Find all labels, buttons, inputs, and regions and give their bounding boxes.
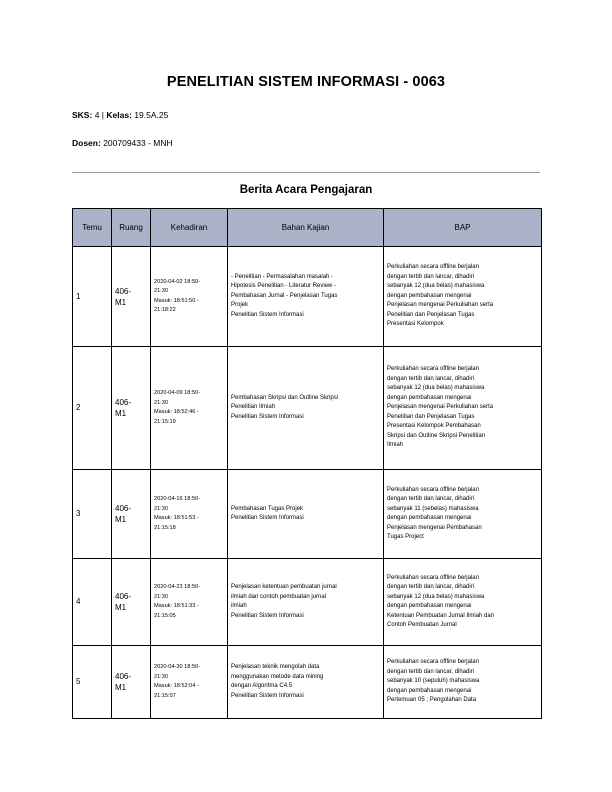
cell-bap-line: dengan tertib dan lancar, dihadiri: [387, 375, 475, 382]
cell-bahan-kajian-line: dengan Algoritma C4.5: [231, 683, 293, 689]
cell-temu: 4: [73, 559, 112, 646]
cell-bap-line: Tugas Project: [387, 534, 424, 540]
cell-ruang-line: 406-: [115, 672, 132, 681]
document-title: PENELITIAN SISTEM INFORMASI - 0063: [166, 74, 446, 90]
cell-kehadiran-line: 2020-04-16 18:50-: [154, 496, 201, 502]
cell-bahan-kajian-line: Penjelasan ketentuan pembuatan jurnal: [231, 584, 337, 590]
cell-bap-line: sebanyak 10 (sepuluh) mahasiswa: [387, 678, 480, 685]
cell-bap-line: Ketentuan Pembuatan Jurnal Ilmiah dan: [387, 612, 495, 619]
cell-bahan-kajian-line: Hipotesis Penelitian - Literatur Review -: [231, 283, 337, 290]
cell-bap-line: Perkuliahan secara offline berjalan: [387, 574, 479, 581]
cell-bahan-kajian-line: Penjelasan teknik mengolah data: [231, 664, 320, 670]
cell-bahan-kajian-line: menggunakan metode data mining: [231, 673, 324, 680]
cell-kehadiran: [151, 559, 228, 646]
cell-bap-line: Penjelasan mengenai Perkuliahan serta: [387, 404, 494, 411]
cell-kehadiran-line: Masuk: 18:51:53 -: [154, 515, 199, 521]
sks-value: 4: [94, 110, 100, 120]
cell-bahan-kajian-line: Pembahasan Tugas Projek: [231, 505, 304, 512]
course-info: [72, 110, 168, 120]
cell-ruang-line: 406-: [115, 398, 132, 407]
cell-bap: [384, 347, 542, 470]
cell-bap-line: sebanyak 12 (dua belas) mahasiswa: [387, 593, 485, 600]
cell-bahan-kajian-line: ilmiah dan contoh pembuatan jurnal: [231, 593, 327, 600]
cell-bap-line: Penjelasan mengenai Pembahasan: [387, 524, 482, 531]
cell-bahan-kajian: [228, 247, 384, 347]
cell-ruang-line: 406-: [115, 592, 132, 601]
cell-bap-line: Pertemuan 05 ; Pengolahan Data: [387, 697, 477, 704]
cell-kehadiran-line: 21:15:18: [154, 524, 176, 531]
cell-kehadiran-line: 2020-04-02 18:50-: [154, 278, 201, 285]
cell-kehadiran: [151, 646, 228, 719]
cell-bahan-kajian-line: Penelitian Sistem Informasi: [231, 692, 304, 699]
cell-kehadiran-line: 21:30: [154, 505, 168, 512]
cell-kehadiran-line: Masuk: 18:52:04 -: [154, 683, 199, 689]
cell-ruang-line: 406-: [115, 504, 132, 513]
cell-bahan-kajian: [228, 347, 384, 470]
cell-bap-line: Perkuliahan secara offline berjalan: [387, 486, 479, 493]
lecturer-info: [72, 138, 173, 148]
cell-temu: 1: [73, 247, 112, 347]
cell-ruang-line: M1: [115, 297, 127, 307]
bap-table: [72, 208, 542, 719]
cell-ruang: [112, 646, 151, 719]
cell-ruang-line: M1: [115, 409, 127, 418]
cell-bap: [384, 247, 542, 347]
cell-bap-line: dengan tertib dan lancar, dihadiri: [387, 584, 475, 590]
cell-ruang-line: M1: [115, 515, 127, 524]
cell-bap-line: dengan tertib dan lancar, dihadiri: [387, 273, 475, 280]
header-bap: BAP: [384, 209, 542, 247]
cell-ruang-line: M1: [115, 683, 127, 692]
cell-temu: 5: [73, 646, 112, 719]
cell-kehadiran-line: 21:15:05: [154, 612, 176, 619]
cell-bap-line: dengan pembahasan mengenai: [387, 687, 472, 694]
table-header-row: [73, 209, 542, 247]
cell-kehadiran: [151, 347, 228, 470]
cell-bahan-kajian-line: Penelitian Ilmiah: [231, 404, 276, 411]
cell-bap-line: Presentasi Kelompok Pembahasan: [387, 423, 481, 430]
cell-ruang: [112, 470, 151, 559]
cell-kehadiran-line: Masuk: 18:51:33 -: [154, 603, 199, 609]
cell-kehadiran-line: 2020-04-23 18:50-: [154, 584, 201, 590]
cell-bap-line: Perkuliahan secara offline berjalan: [387, 659, 479, 666]
cell-bahan-kajian: [228, 559, 384, 646]
cell-temu: 3: [73, 470, 112, 559]
cell-kehadiran-line: 21:15:07: [154, 692, 176, 699]
cell-bap-line: Penelitian dan Penjelasan Tugas: [387, 311, 475, 318]
cell-bap-line: dengan pembahasan mengenai: [387, 603, 472, 609]
cell-bap-line: dengan pembahasan mengenai: [387, 394, 472, 401]
cell-bap-line: Perkuliahan secara offline berjalan: [387, 366, 479, 373]
cell-bap-line: Perkuliahan secara offline berjalan: [387, 264, 479, 271]
cell-bap: [384, 646, 542, 719]
cell-bahan-kajian-line: Pembahasan Jurnal - Penjelasan Tugas: [231, 292, 338, 299]
cell-bap-line: Contoh Pembuatan Jurnal: [387, 622, 457, 628]
cell-bap-line: Ilmiah: [387, 442, 404, 449]
header-kehadiran: Kehadiran: [151, 209, 228, 247]
cell-bahan-kajian-line: Penelitian Sistem Informasi: [231, 612, 304, 619]
cell-temu: 2: [73, 347, 112, 470]
cell-ruang: [112, 347, 151, 470]
kelas-value: 19.5A.25: [134, 110, 169, 120]
dosen-value: 200709433 - MNH: [103, 138, 173, 148]
table-row: [73, 646, 542, 719]
cell-kehadiran: [151, 247, 228, 347]
header-temu: Temu: [73, 209, 112, 247]
cell-ruang: [112, 247, 151, 347]
header-bahan-kajian: Bahan Kajian: [228, 209, 384, 247]
cell-bahan-kajian-line: ilmiah: [231, 603, 247, 609]
cell-kehadiran: [151, 470, 228, 559]
cell-ruang-line: M1: [115, 603, 127, 612]
cell-kehadiran-line: Masuk: 18:51:50 -: [154, 297, 199, 304]
cell-kehadiran-line: 21:30: [154, 288, 168, 294]
cell-bap-line: Penjelasan mengenai Perkuliahan serta: [387, 302, 494, 309]
cell-bap-line: sebanyak 12 (dua belas) mahasiswa: [387, 385, 485, 392]
header-ruang: Ruang: [112, 209, 151, 247]
table-row: [73, 559, 542, 646]
kelas-label: Kelas:: [106, 110, 132, 120]
cell-kehadiran-line: Masuk: 18:52:46 -: [154, 409, 199, 415]
cell-bap-line: Penelitian dan Penjelasan Tugas: [387, 413, 475, 420]
cell-kehadiran-line: 2020-04-09 18:50-: [154, 390, 201, 396]
cell-bahan-kajian-line: Penelitian Sistem Informasi: [231, 311, 304, 318]
table-row: [73, 247, 542, 347]
cell-bap-line: dengan tertib dan lancar, dihadiri: [387, 668, 475, 675]
table-row: [73, 347, 542, 470]
sks-label: SKS:: [72, 110, 93, 120]
cell-bap-line: sebanyak 12 (dua belas) mahasiswa: [387, 283, 485, 290]
cell-bap: [384, 559, 542, 646]
section-title: Berita Acara Pengajaran: [239, 184, 373, 196]
cell-bap-line: dengan pembahasan mengenai: [387, 292, 472, 299]
table-row: [73, 470, 542, 559]
cell-bap-line: Skripsi dan Outline Skripsi Penelitian: [387, 432, 486, 439]
cell-bahan-kajian: [228, 646, 384, 719]
cell-kehadiran-line: 21:30: [154, 399, 168, 406]
cell-bahan-kajian-line: Penelitian Sistem Informasi: [231, 413, 304, 420]
cell-kehadiran-line: 21:30: [154, 673, 168, 680]
cell-bahan-kajian-line: - Penelitian - Permasalahan masalah -: [231, 273, 334, 280]
dosen-label: Dosen:: [72, 138, 101, 148]
cell-bap: [384, 470, 542, 559]
cell-bap-line: Presentasi Kelompok: [387, 321, 444, 328]
cell-ruang: [112, 559, 151, 646]
cell-bap-line: dengan pembahasan mengenai: [387, 515, 472, 521]
cell-bahan-kajian-line: Pembahasan Skripsi dan Outline Skripsi: [231, 394, 339, 401]
cell-ruang-line: 406-: [115, 286, 132, 296]
cell-bahan-kajian-line: Penelitian Sistem Informasi: [231, 515, 304, 521]
cell-bap-line: dengan tertib dan lancar, dihadiri: [387, 496, 475, 502]
cell-kehadiran-line: 2020-04-30 18:50-: [154, 664, 201, 670]
cell-kehadiran-line: 21:30: [154, 593, 168, 600]
info-separator: |: [101, 110, 105, 120]
cell-kehadiran-line: 21:18:22: [154, 307, 176, 313]
cell-kehadiran-line: 21:15:19: [154, 418, 176, 425]
cell-bap-line: sebanyak 11 (sebelas) mahasiswa: [387, 505, 479, 512]
cell-bahan-kajian-line: Projek: [231, 302, 249, 309]
divider: [72, 172, 540, 173]
cell-bahan-kajian: [228, 470, 384, 559]
